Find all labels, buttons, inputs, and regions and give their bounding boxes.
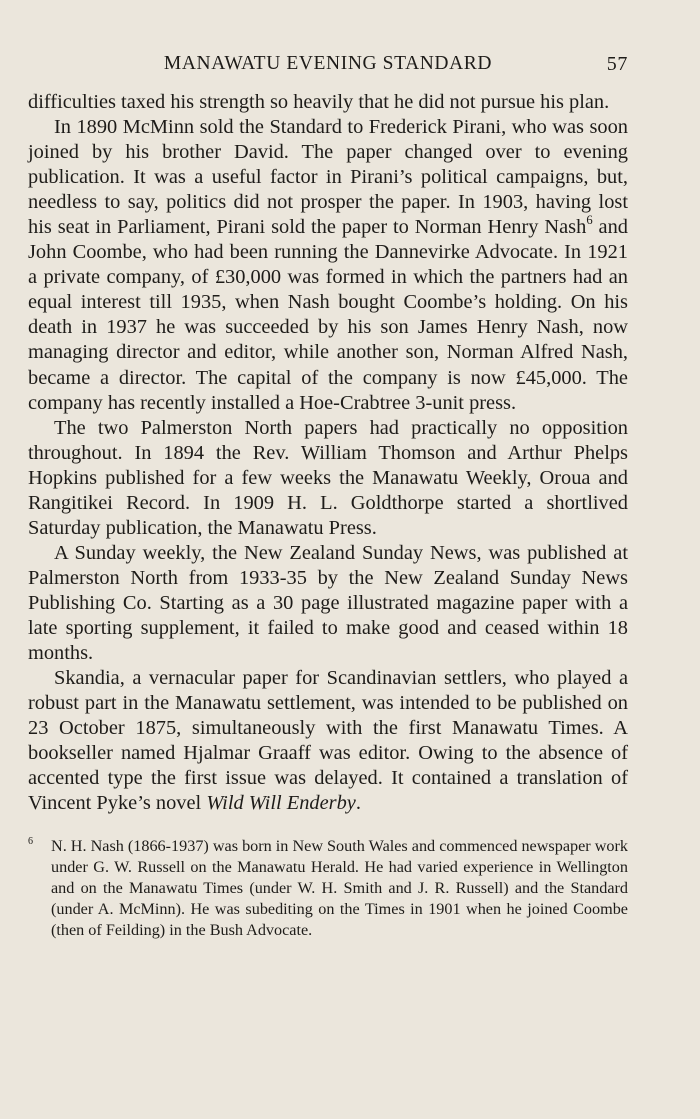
footnote-marker	[28, 836, 51, 857]
paragraph-continued	[28, 90, 628, 115]
running-head	[28, 53, 628, 85]
paragraph-text: The two Palmerston North papers had practically no opposition throughout. In 1894 the Rev. William Thomson and Arthur Phelps Hopkins published for a few weeks the Manawatu Weekly, Oroua and Rangitikei Record. In 1909 H. L. Goldthorpe started a shortlived Saturday publication, the Manawatu Press.	[28, 416, 628, 539]
footnote	[28, 836, 628, 940]
body-text	[28, 90, 628, 816]
paragraph-text: A Sunday weekly, the New Zealand Sunday News, was published at Palmerston North from 1933-35 by the New Zealand Sunday News Publishing Co. Starting as a 30 page illustrated magazine paper with a late sporting supplement, it failed to make good and ceased within 18 months.	[28, 541, 628, 665]
footnote-text: N. H. Nash (1866-1937) was born in New South Wales and commenced newspaper work under G. W. Russell on the Manawatu Herald. He had varied experience in Wellington and on the Manawatu Times (under W. H. Smith and J. R. Russell) and the Standard (under A. McMinn). He was subediting on the Times in 1901 when he joined Coombe (then of Feilding) in the Bush Advocate.	[51, 837, 628, 939]
paragraph-standard-history	[28, 115, 628, 416]
paragraph-opposition	[28, 416, 628, 541]
page-number: 57	[606, 53, 628, 75]
paragraph-text: In 1890 McMinn sold the Standard to Frederick Pirani, who was soon joined by his brother David. The paper changed over to evening publication. It was a useful factor in Pirani’s political campaigns, but, needless to say, politics did not prosper the paper. In 1903, having lost his seat in Parliament, Pirani sold the paper to Norman Henry Nash	[28, 116, 628, 239]
footnote-marker-number: 6	[28, 835, 34, 847]
novel-title: Wild Will Enderby	[206, 792, 356, 815]
paragraph-skandia	[28, 666, 628, 816]
paragraph-text: Skandia, a vernacular paper for Scandinavian settlers, who played a robust part in the Manawatu settlement, was intended to be published on 23 October 1875, simultaneously with the first Manawatu Times. A bookseller named Hjalmar Graaff was editor. Owing to the absence of accented type the first issue was delayed. It contained a translation of Vincent Pyke’s novel	[28, 667, 628, 815]
paragraph-sunday-news	[28, 541, 628, 666]
running-title: MANAWATU EVENING STANDARD	[163, 53, 493, 74]
paragraph-text: and John Coombe, who had been running the Dannevirke Advocate. In 1921 a private company, of £30,000 was formed in which the partners had an equal interest till 1935, when Nash bought Coombe’s holding. On his death in 1937 he was succeeded by his son James Henry Nash, now managing director and editor, while another son, Norman Alfred Nash, became a director. The capital of the company is now £45,000. The company has recently installed a Hoe-Crabtree 3-unit press.	[28, 216, 628, 414]
paragraph-text: .	[355, 792, 361, 815]
footnote-reference: 6	[586, 213, 593, 228]
paragraph-text: difficulties taxed his strength so heavily that he did not pursue his plan.	[28, 91, 610, 113]
